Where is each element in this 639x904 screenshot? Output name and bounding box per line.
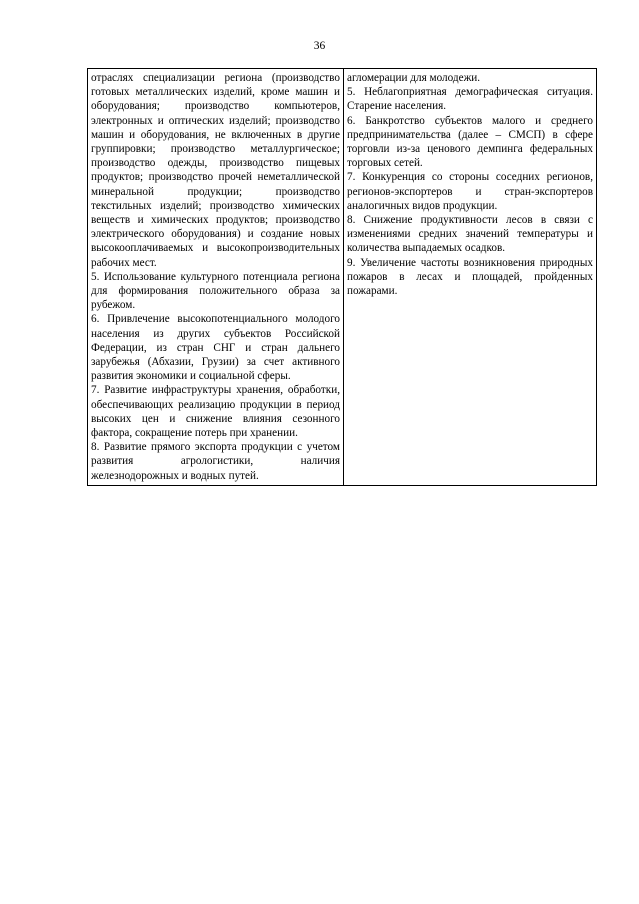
table-row <box>88 69 597 486</box>
right-paragraph: 7. Конкуренция со стороны соседних регионов, регионов-экспортеров и стран-экспортеров аналогичных видов продукции. <box>347 171 593 212</box>
left-paragraph: отраслях специализации региона (производство готовых металлических изделий, кроме машин и оборудования; производство компьютеров, электронных и оптических изделий; производство машин и оборудования, не включенных в другие группировки; производство металлургическое; производство одежды, производство пищевых продуктов; производство прочей неметаллической минеральной продукции; производство текстильных изделий; производство химических веществ и химических продуктов; производство электрического оборудования) и создание новых высокооплачиваемых и высокопроизводительных рабочих мест. <box>91 72 340 269</box>
left-column-cell <box>88 69 344 486</box>
left-paragraph: 7. Развитие инфраструктуры хранения, обработки, обеспечивающих реализацию продукции в период высоких цен и снижение влияния сезонного фактора, сокращение потерь при хранении. <box>91 384 340 440</box>
right-paragraph: агломерации для молодежи. <box>347 72 481 84</box>
right-column-cell <box>344 69 597 486</box>
page-number: 36 <box>313 40 326 52</box>
swot-table <box>87 68 597 486</box>
left-paragraph: 8. Развитие прямого экспорта продукции с учетом развития агрологистики, наличия железнодорожных и водных путей. <box>91 441 340 482</box>
right-paragraph: 5. Неблагоприятная демографическая ситуация. Старение населения. <box>347 86 593 113</box>
right-paragraph: 6. Банкротство субъектов малого и среднего предпринимательства (далее – СМСП) в сфере торговли из-за ценового демпинга федеральных торговых сетей. <box>347 114 593 170</box>
left-paragraph: 5. Использование культурного потенциала региона для формирования положительного образа за рубежом. <box>91 270 340 312</box>
right-paragraph: 8. Снижение продуктивности лесов в связи с изменениями средних значений температуры и количества выпадаемых осадков. <box>347 214 593 255</box>
left-paragraph: 6. Привлечение высокопотенциального молодого населения из других субъектов Российской Федерации, из стран СНГ и стран дальнего зарубежья (Абхазии, Грузии) за счет активного развития экономики и социальной сферы. <box>91 313 340 383</box>
right-paragraph: 9. Увеличение частоты возникновения природных пожаров в лесах и площадей, пройденных пожарами. <box>347 256 593 298</box>
